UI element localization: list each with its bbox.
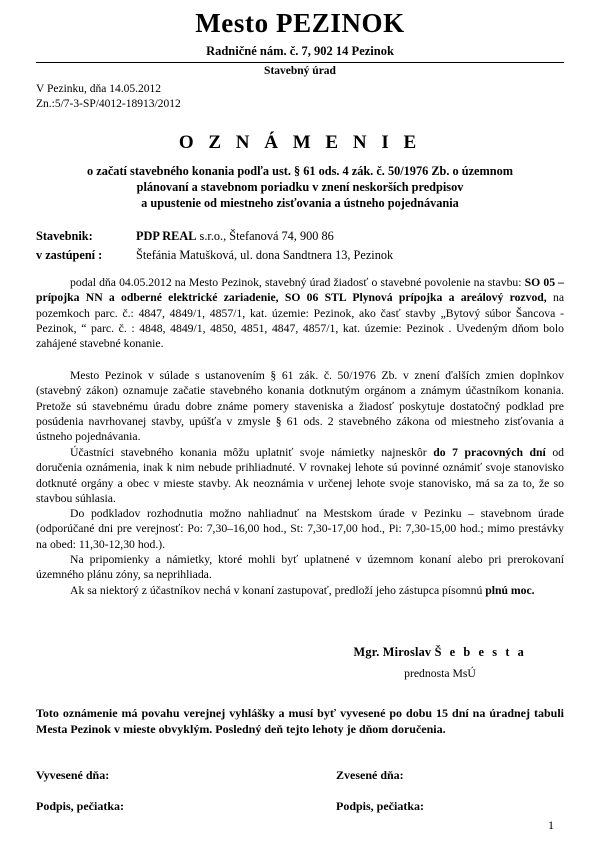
department-name: Stavebný úrad: [264, 65, 336, 77]
paragraph-inspection-text: Do podkladov rozhodnutia možno nahliadnuť na Mestskom úrade v Pezinku – stavebnom úrade (odporúčané dni pre verejnosť: Po: 7,30–16,00 hod., St: 7,30-17,00 hod., Pi: 7,30-15,00 hod.; mimo prestávky na obed: 11,30-12,30 hod.).: [36, 507, 564, 551]
page-number: 1: [548, 818, 554, 832]
signatory-name: [300, 645, 580, 660]
objections-text-part-2: od doručenia oznámenia, inak k nim nebude prihliadnuté. V rovnakej lehote sú povinné oznámiť svoje stanovisko dotknuté orgány a obec v mieste stavby. Ak neoznámia v určenej lehote svoje stanovisko, má sa za to, že so stavbou súhlasia.: [36, 446, 565, 505]
paragraph-compliance: [36, 368, 564, 444]
posting-signature-row: [36, 799, 564, 830]
builder-company-name: PDP REAL: [136, 229, 197, 243]
document-meta: [36, 82, 181, 111]
paragraph-proxy: [36, 583, 564, 598]
paragraph-application: [36, 275, 564, 351]
organization-address: Radničné nám. č. 7, 902 14 Pezinok: [206, 44, 394, 58]
representative-value: Štefánia Matušková, ul. dona Sandtnera 13, Pezinok: [136, 248, 394, 262]
posted-date-label: Vyvesené dňa:: [36, 768, 110, 782]
removed-signature-label: Podpis, pečiatka:: [336, 799, 425, 813]
removed-date-label: Zvesené dňa:: [336, 768, 404, 782]
objections-deadline-bold: do 7 pracovných dní: [433, 446, 546, 459]
representative-row: [36, 246, 393, 265]
header-divider: [36, 62, 564, 63]
document-title: O Z N Á M E N I E: [178, 132, 422, 153]
proxy-text-part-1: Ak sa niektorý z účastníkov nechá v konaní zastupovať, predloží jeho zástupca písomnú: [70, 584, 486, 597]
paragraph-compliance-text: Mesto Pezinok v súlade s ustanovením § 61 zák. č. 50/1976 Zb. v znení ďalších zmien doplnkov (stavebný zákon) oznamuje začatie stavebného konania dotknutým orgánom a známym účastníkom konania. Pretože sú stavebnému úradu dobre známe pomery staveniska a žiadosť poskytuje dostatočný podklad pre posúdenia navrhovanej stavby, upúšťa v zmysle § 61 ods. 2 stavebného zákona od miestneho zisťovania a ústneho pojednávania.: [36, 369, 564, 444]
signatory-surname: Š e b e s t a: [434, 645, 527, 659]
place-and-date: V Pezinku, dňa 14.05.2012: [36, 83, 162, 95]
proxy-power-bold: plnú moc.: [485, 584, 535, 597]
posting-fields: [36, 768, 564, 830]
signatory-given-name: Mgr. Miroslav: [353, 645, 435, 659]
signatory-role: prednosta MsÚ: [404, 667, 476, 680]
objections-text-part-1: Účastníci stavebného konania môžu uplatniť svoje námietky najneskôr: [70, 446, 434, 459]
subtitle-line-1: o začatí stavebného konania podľa ust. § 61 ods. 4 zák. č. 50/1976 Zb. o územnom: [87, 164, 513, 178]
paragraph-zoning-text: Na pripomienky a námietky, ktoré mohli byť uplatnené v územnom konaní alebo pri prerokovaní územného plánu zóny, sa neprihliada.: [36, 553, 564, 582]
parties-block: [36, 227, 393, 265]
application-text-part-2: na pozemkoch parc. č.: 4847, 4849/1, 4857/1, kat. územie: Pezinok, ako časť stavby „Bytový súbor Šancova - Pezinok, “ parc. č. : 4848, 4849/1, 4850, 4851, 4847, 4857/1, kat. územie: Pezinok . Uvedeným dňom bolo zahájené stavebné konanie.: [36, 291, 565, 351]
public-notice-text: Toto oznámenie má povahu verejnej vyhlášky a musí byť vyvesené po dobu 15 dní na úradnej tabuli Mesta Pezinok v mieste obvyklým. Posledný deň tejto lehoty je dňom doručenia.: [36, 706, 564, 736]
builder-value: [136, 227, 334, 246]
document-subtitle: [56, 163, 544, 211]
paragraph-application-text: [36, 275, 564, 351]
paragraph-objections: [36, 445, 564, 506]
signature-block: [300, 645, 580, 680]
builder-row: [36, 227, 393, 246]
reference-number: Zn.:5/7-3-SP/4012-18913/2012: [36, 97, 181, 110]
paragraph-zoning: [36, 552, 564, 583]
posted-signature-label: Podpis, pečiatka:: [36, 799, 125, 813]
representative-label: v zastúpení :: [36, 248, 103, 262]
application-structures-bold: SO 05 – prípojka NN a odberné elektrické zariadenie, SO 06 STL Plynová prípojka a areálový rozvod,: [36, 276, 564, 305]
paragraph-objections-text: [36, 445, 564, 506]
application-text-part-1: podal dňa 04.05.2012 na Mesto Pezinok, stavebný úrad žiadosť o stavebné povolenie na stavbu:: [70, 276, 525, 289]
paragraph-proxy-text: [36, 583, 564, 598]
builder-address: s.r.o., Štefanová 74, 900 86: [196, 229, 334, 243]
subtitle-line-2: plánovaní a stavebnom poriadku v znení neskorších predpisov: [136, 180, 464, 194]
subtitle-line-3: a upustenie od miestneho zisťovania a ústneho pojednávania: [141, 196, 459, 210]
posting-dates-row: [36, 768, 564, 799]
paragraph-inspection-hours: [36, 506, 564, 552]
builder-label: Stavebnik:: [36, 229, 93, 243]
organization-title: Mesto PEZINOK: [195, 8, 405, 38]
